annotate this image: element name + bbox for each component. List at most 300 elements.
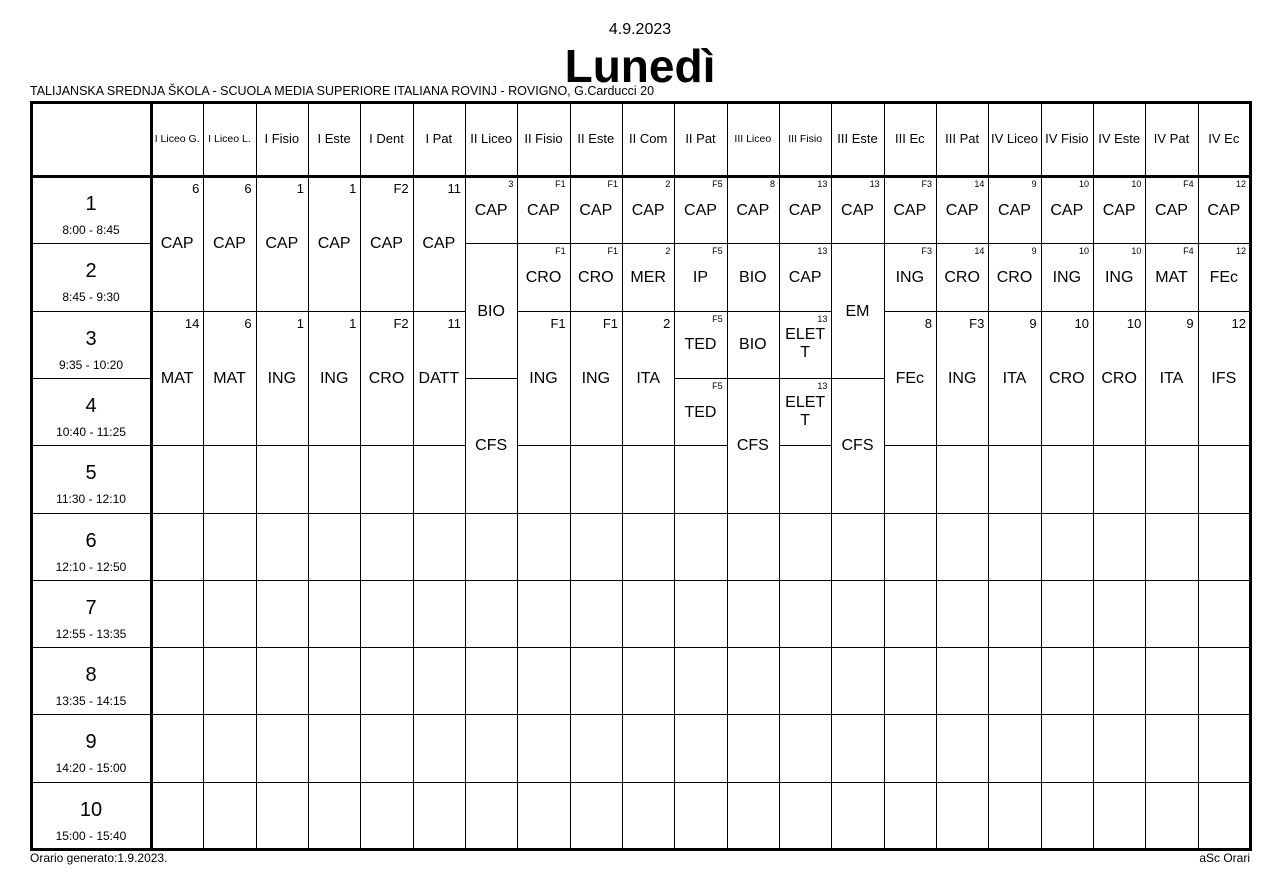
row-line — [936, 714, 989, 715]
row-line — [988, 782, 1041, 783]
lesson-room: 11 — [447, 315, 461, 331]
row-line — [570, 513, 623, 514]
lesson-subject: MAT — [213, 369, 246, 387]
lesson-subject: CAP — [788, 201, 822, 219]
lesson-room: 10 — [1078, 246, 1089, 257]
row-line — [30, 580, 151, 581]
row-line — [936, 580, 989, 581]
lesson-room: 13 — [817, 313, 828, 324]
lesson-cell[interactable] — [674, 243, 726, 310]
row-line — [151, 714, 204, 715]
lesson-cell[interactable] — [360, 311, 412, 446]
row-line — [413, 580, 466, 581]
period-time: 8:45 - 9:30 — [62, 290, 120, 305]
row-line — [779, 513, 832, 514]
lesson-cell[interactable] — [413, 311, 465, 446]
lesson-subject: CRO — [368, 369, 405, 387]
lesson-subject: CAP — [1050, 201, 1084, 219]
row-line — [1093, 513, 1146, 514]
lesson-subject: CAP — [1102, 201, 1136, 219]
class-header: III Fisio — [788, 132, 823, 145]
lesson-subject: MAT — [1155, 268, 1188, 286]
class-header: I Este — [317, 131, 351, 146]
period-number: 6 — [85, 529, 97, 552]
class-header: IV Liceo — [991, 131, 1038, 146]
lesson-subject: CAP — [893, 201, 927, 219]
lesson-subject: IFS — [1211, 369, 1237, 387]
lesson-subject: MAT — [160, 369, 194, 387]
row-line — [30, 647, 151, 648]
lesson-room: 8 — [769, 179, 775, 189]
lesson-subject: CAP — [684, 201, 717, 219]
lesson-subject: CFS — [475, 437, 508, 455]
row-line — [884, 580, 937, 581]
row-line — [203, 647, 256, 648]
lesson-cell[interactable] — [413, 176, 465, 311]
lesson-subject: TED — [684, 336, 717, 354]
period-number: 10 — [79, 798, 103, 821]
lesson-cell[interactable] — [988, 176, 1040, 243]
row-line — [413, 782, 466, 783]
lesson-cell[interactable] — [884, 311, 936, 446]
row-line — [360, 714, 413, 715]
lesson-cell[interactable] — [1145, 243, 1197, 310]
row-line — [1145, 513, 1198, 514]
lesson-subject: ING — [267, 369, 297, 387]
row-line — [517, 513, 570, 514]
lesson-subject-line: T — [800, 411, 811, 429]
lesson-cell[interactable] — [570, 176, 622, 243]
row-line — [988, 513, 1041, 514]
date-label: 4.9.2023 — [608, 21, 672, 38]
lesson-cell[interactable] — [203, 311, 255, 446]
lesson-room: F1 — [555, 246, 566, 257]
lesson-subject: CFS — [736, 437, 769, 455]
lesson-cell[interactable] — [517, 311, 569, 446]
row-line — [779, 647, 832, 648]
row-line — [151, 647, 204, 648]
lesson-room: F1 — [607, 246, 618, 257]
lesson-room: 10 — [1131, 246, 1142, 257]
row-line — [779, 714, 832, 715]
page-title: Lunedì — [564, 40, 716, 92]
lesson-cell[interactable] — [674, 378, 726, 445]
lesson-subject: CRO — [525, 268, 562, 286]
lesson-subject: FEc — [1209, 268, 1239, 286]
row-line — [1041, 580, 1094, 581]
lesson-room: F5 — [712, 380, 723, 391]
row-line — [1145, 714, 1198, 715]
row-line — [465, 580, 518, 581]
row-line — [203, 714, 256, 715]
lesson-subject: CRO — [1049, 369, 1085, 387]
row-line — [465, 647, 518, 648]
row-line — [988, 647, 1041, 648]
lesson-room: F5 — [712, 179, 723, 189]
row-line — [570, 714, 623, 715]
row-line — [256, 580, 309, 581]
lesson-subject: CAP — [213, 235, 246, 253]
lesson-subject: CAP — [945, 201, 979, 219]
lesson-room: 12 — [1235, 179, 1246, 189]
row-line — [308, 782, 361, 783]
lesson-subject: ITA — [636, 369, 661, 387]
class-header: I Liceo L. — [208, 132, 251, 145]
lesson-cell[interactable] — [151, 311, 203, 446]
row-line — [151, 580, 204, 581]
row-line — [360, 580, 413, 581]
lesson-room: F3 — [921, 246, 932, 257]
lesson-cell[interactable] — [779, 176, 831, 243]
row-line — [570, 580, 623, 581]
row-line — [622, 513, 675, 514]
class-header: IV Pat — [1153, 131, 1190, 146]
class-header: II Liceo — [470, 131, 513, 146]
lesson-subject: CAP — [160, 235, 194, 253]
lesson-subject-line: T — [800, 344, 811, 362]
row-line — [1198, 513, 1251, 514]
lesson-room: 14 — [974, 179, 985, 189]
row-line — [256, 513, 309, 514]
lesson-room: F3 — [969, 315, 985, 331]
lesson-cell[interactable] — [831, 378, 883, 513]
software-credit: aSc Orari — [1199, 851, 1250, 865]
lesson-room: 13 — [817, 179, 828, 189]
frame-bottom — [30, 848, 1250, 851]
lesson-subject — [779, 326, 831, 362]
lesson-subject-line: ELET — [785, 326, 826, 344]
row-line — [151, 513, 204, 514]
lesson-room: F1 — [555, 179, 566, 189]
row-line — [1198, 782, 1251, 783]
class-header: I Fisio — [264, 131, 300, 146]
lesson-cell[interactable] — [988, 311, 1040, 446]
frame-left — [30, 101, 33, 851]
lesson-cell[interactable] — [884, 243, 936, 310]
row-line — [622, 782, 675, 783]
row-line — [1041, 647, 1094, 648]
row-line — [936, 782, 989, 783]
lesson-room: 12 — [1231, 315, 1246, 331]
lesson-subject: CAP — [422, 235, 456, 253]
row-line — [884, 714, 937, 715]
row-line — [465, 513, 518, 514]
lesson-cell[interactable] — [465, 243, 517, 378]
lesson-room: 1 — [349, 181, 357, 196]
row-line — [674, 647, 727, 648]
lesson-cell[interactable] — [570, 243, 622, 310]
row-line — [1145, 647, 1198, 648]
class-header: I Dent — [369, 131, 404, 146]
row-line — [936, 647, 989, 648]
lesson-cell[interactable] — [831, 243, 883, 378]
row-line — [413, 714, 466, 715]
row-line — [831, 714, 884, 715]
lesson-cell[interactable] — [1145, 311, 1197, 446]
period-time: 14:20 - 15:00 — [55, 761, 127, 776]
row-line — [831, 782, 884, 783]
lesson-subject: CAP — [841, 201, 874, 219]
lesson-subject: CAP — [788, 268, 822, 286]
lesson-subject: ING — [1052, 268, 1082, 286]
lesson-cell[interactable] — [779, 243, 831, 310]
row-line — [203, 513, 256, 514]
class-header: II Fisio — [524, 131, 563, 146]
lesson-room: 6 — [192, 181, 200, 196]
row-line — [360, 782, 413, 783]
lesson-room: 3 — [508, 179, 514, 189]
lesson-cell[interactable] — [308, 176, 360, 311]
lesson-room: 2 — [665, 246, 671, 257]
row-line — [30, 445, 151, 446]
row-line — [831, 513, 884, 514]
period-time: 12:10 - 12:50 — [55, 559, 127, 574]
row-line — [1145, 580, 1198, 581]
lesson-subject: CAP — [265, 235, 299, 253]
row-line — [465, 782, 518, 783]
lesson-cell[interactable] — [360, 176, 412, 311]
row-line — [256, 714, 309, 715]
lesson-cell[interactable] — [622, 311, 674, 446]
lesson-room: 9 — [1031, 246, 1037, 257]
lesson-subject: CRO — [578, 268, 614, 286]
lesson-cell[interactable] — [727, 311, 779, 378]
class-header: IV Fisio — [1045, 131, 1089, 146]
lesson-cell[interactable] — [1145, 176, 1197, 243]
school-name: TALIJANSKA SREDNJA ŠKOLA - SCUOLA MEDIA SUPERIORE ITALIANA ROVINJ - ROVIGNO, G.Carducci 20 — [30, 84, 655, 98]
row-line — [465, 714, 518, 715]
lesson-cell[interactable] — [622, 176, 674, 243]
lesson-room: 13 — [869, 179, 880, 189]
lesson-room: 2 — [663, 315, 671, 331]
row-line — [30, 714, 151, 715]
lesson-subject: CAP — [579, 201, 613, 219]
row-line — [1093, 782, 1146, 783]
row-line — [988, 714, 1041, 715]
lesson-cell[interactable] — [203, 176, 255, 311]
row-line — [413, 513, 466, 514]
lesson-cell[interactable] — [256, 176, 308, 311]
lesson-room: 6 — [244, 181, 252, 196]
lesson-room: F5 — [712, 246, 723, 257]
lesson-cell[interactable] — [1198, 176, 1250, 243]
lesson-room: 9 — [1186, 315, 1194, 331]
generated-date: Orario generato:1.9.2023. — [30, 851, 168, 865]
lesson-subject: CAP — [474, 201, 508, 219]
row-line — [360, 647, 413, 648]
lesson-cell[interactable] — [936, 311, 988, 446]
lesson-cell[interactable] — [1041, 311, 1093, 446]
lesson-subject: ING — [947, 369, 977, 387]
lesson-cell[interactable] — [622, 243, 674, 310]
lesson-cell[interactable] — [1198, 243, 1250, 310]
lesson-subject: MER — [630, 268, 666, 286]
lesson-subject: ING — [895, 268, 925, 286]
period-number: 9 — [85, 731, 97, 754]
row-line — [674, 782, 727, 783]
lesson-cell[interactable] — [1093, 311, 1145, 446]
row-line — [256, 782, 309, 783]
lesson-subject: ING — [529, 369, 558, 387]
lesson-room: F4 — [1183, 246, 1194, 257]
lesson-cell[interactable] — [517, 176, 569, 243]
row-line — [30, 513, 151, 514]
row-line — [517, 714, 570, 715]
period-time: 13:35 - 14:15 — [55, 694, 127, 709]
period-number: 1 — [85, 193, 97, 215]
lesson-subject: ING — [1104, 268, 1134, 286]
lesson-subject: CAP — [736, 201, 770, 219]
row-line — [779, 782, 832, 783]
lesson-subject: BIO — [739, 268, 767, 286]
lesson-room: 14 — [974, 246, 985, 257]
row-line — [988, 580, 1041, 581]
lesson-cell[interactable] — [779, 378, 831, 445]
class-header: III Este — [837, 131, 878, 146]
lesson-room: F1 — [607, 179, 618, 189]
row-line — [517, 782, 570, 783]
lesson-cell[interactable] — [988, 243, 1040, 310]
period-number: 4 — [85, 394, 97, 417]
lesson-cell[interactable] — [465, 378, 517, 513]
lesson-cell[interactable] — [570, 311, 622, 446]
row-line — [308, 580, 361, 581]
row-line — [360, 513, 413, 514]
lesson-room: 9 — [1029, 315, 1037, 331]
lesson-cell[interactable] — [1093, 176, 1145, 243]
lesson-cell[interactable] — [465, 176, 517, 243]
row-line — [1198, 580, 1251, 581]
row-line — [30, 378, 151, 379]
period-number: 3 — [85, 327, 97, 350]
lesson-cell[interactable] — [936, 176, 988, 243]
lesson-subject: CFS — [841, 437, 874, 455]
lesson-cell[interactable] — [517, 243, 569, 310]
period-time: 10:40 - 11:25 — [56, 424, 126, 439]
row-line — [203, 580, 256, 581]
class-header: II Este — [577, 131, 615, 146]
lesson-subject: ITA — [1159, 369, 1184, 387]
row-line — [936, 513, 989, 514]
row-line — [779, 580, 832, 581]
class-header: I Pat — [425, 131, 453, 146]
lesson-subject: ING — [581, 369, 611, 387]
period-time: 12:55 - 13:35 — [55, 626, 127, 641]
frame-top — [30, 101, 1250, 104]
row-line — [570, 782, 623, 783]
row-line — [884, 647, 937, 648]
lesson-cell[interactable] — [831, 176, 883, 243]
lesson-cell[interactable] — [256, 311, 308, 446]
lesson-room: F4 — [1183, 179, 1194, 189]
lesson-room: 10 — [1126, 315, 1142, 331]
period-time: 11:30 - 12:10 — [56, 492, 126, 507]
lesson-cell[interactable] — [779, 311, 831, 378]
lesson-room: 1 — [296, 181, 304, 196]
lesson-cell[interactable] — [1041, 243, 1093, 310]
row-line — [1093, 714, 1146, 715]
lesson-room: F1 — [602, 315, 618, 331]
lesson-subject-line: ELET — [785, 393, 826, 411]
row-line — [1041, 714, 1094, 715]
row-line — [256, 647, 309, 648]
lesson-room: F5 — [712, 313, 723, 324]
period-number: 8 — [85, 664, 97, 687]
lesson-cell[interactable] — [151, 176, 203, 311]
lesson-cell[interactable] — [1198, 311, 1250, 446]
period-number: 7 — [85, 596, 97, 619]
lesson-room: F2 — [393, 315, 409, 331]
lesson-subject: IP — [692, 268, 709, 286]
class-header: I Liceo G. — [154, 132, 200, 145]
row-line — [308, 647, 361, 648]
class-header: IV Ec — [1208, 131, 1240, 146]
row-line — [884, 513, 937, 514]
lesson-room: 1 — [296, 315, 304, 331]
period-time: 8:00 - 8:45 — [62, 223, 120, 237]
lesson-subject: DATT — [418, 369, 460, 387]
lesson-cell[interactable] — [308, 311, 360, 446]
class-header: II Com — [629, 131, 668, 146]
lesson-subject: BIO — [739, 336, 767, 354]
class-header: IV Este — [1098, 131, 1141, 146]
row-line — [1041, 782, 1094, 783]
row-line — [308, 714, 361, 715]
lesson-cell[interactable] — [674, 311, 726, 378]
row-line — [517, 647, 570, 648]
lesson-cell[interactable] — [936, 243, 988, 310]
lesson-room: 13 — [817, 246, 828, 257]
row-line — [1041, 513, 1094, 514]
lesson-room: 10 — [1074, 315, 1089, 331]
lesson-subject: CRO — [996, 268, 1033, 286]
lesson-cell[interactable] — [674, 176, 726, 243]
row-line — [831, 580, 884, 581]
row-line — [622, 647, 675, 648]
lesson-subject: CAP — [998, 201, 1031, 219]
row-line — [413, 647, 466, 648]
lesson-cell[interactable] — [727, 378, 779, 513]
row-line — [30, 782, 151, 783]
row-line — [30, 243, 151, 244]
row-line — [727, 647, 780, 648]
lesson-room: 11 — [447, 181, 461, 196]
lesson-subject: CAP — [370, 235, 403, 253]
period-number: 2 — [85, 260, 97, 283]
row-line — [517, 580, 570, 581]
row-line — [622, 714, 675, 715]
lesson-subject: BIO — [477, 302, 505, 320]
lesson-subject: CAP — [1155, 201, 1188, 219]
lesson-subject: FEc — [895, 369, 925, 387]
period-number: 5 — [85, 462, 97, 485]
lesson-room: 13 — [817, 380, 828, 391]
row-line — [203, 782, 256, 783]
lesson-cell[interactable] — [727, 243, 779, 310]
row-line — [727, 714, 780, 715]
lesson-subject: EM — [845, 302, 870, 320]
lesson-cell[interactable] — [884, 176, 936, 243]
lesson-room: 10 — [1078, 179, 1089, 189]
lesson-cell[interactable] — [727, 176, 779, 243]
lesson-subject: CRO — [944, 268, 980, 286]
lesson-cell[interactable] — [1093, 243, 1145, 310]
row-line — [727, 513, 780, 514]
class-header: III Pat — [945, 131, 980, 146]
lesson-cell[interactable] — [1041, 176, 1093, 243]
lesson-room: F2 — [393, 181, 409, 196]
lesson-subject: TED — [684, 403, 717, 421]
